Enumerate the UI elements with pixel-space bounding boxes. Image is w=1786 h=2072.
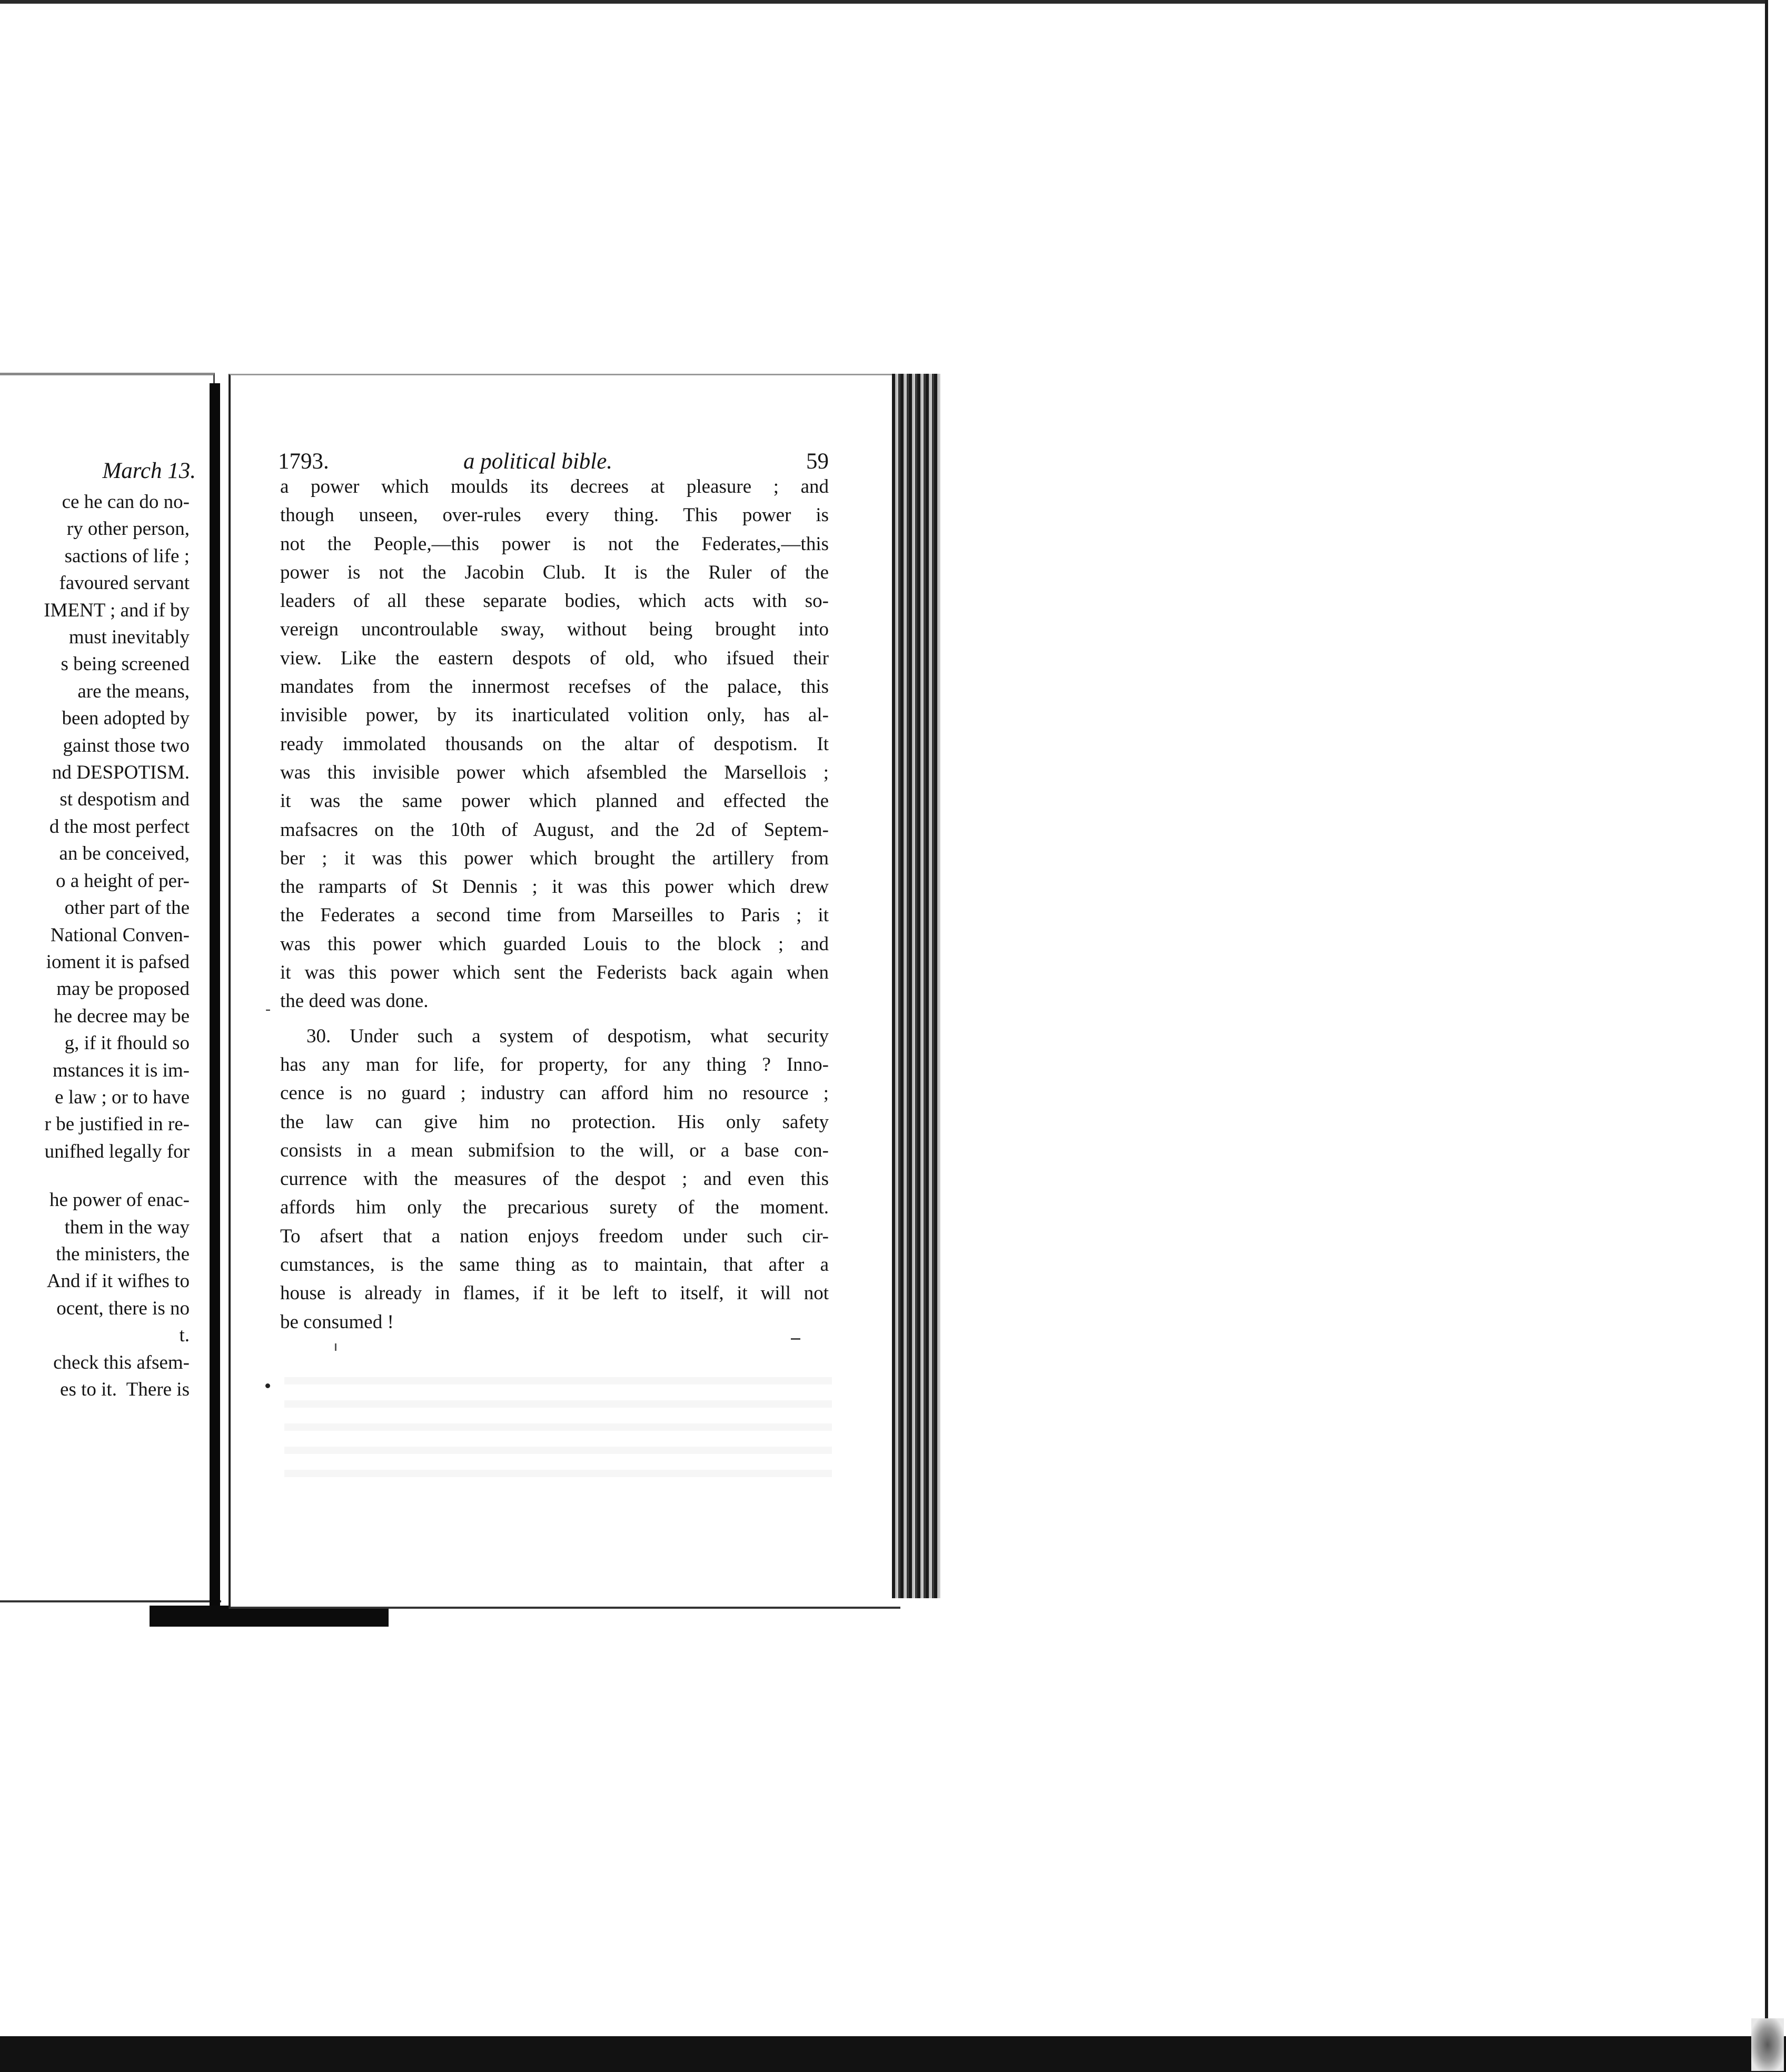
text-line: affords him only the precarious surety of the moment.	[280, 1197, 829, 1219]
left-running-head: March 13.	[102, 459, 196, 483]
left-text-line: st despotism and	[59, 789, 190, 811]
text-line: power is not the Jacobin Club. It is the Ruler of the	[280, 561, 829, 583]
left-text-line: unifhed legally for	[44, 1140, 190, 1162]
left-text-line: check this afsem-	[53, 1351, 190, 1373]
text-line: has any man for life, for property, for any thing ? Inno-	[280, 1053, 829, 1075]
text-line: be consumed !	[280, 1311, 394, 1333]
left-text-line: g, if it fhould so	[64, 1032, 190, 1054]
text-line: ber ; it was this power which brought the artillery from	[280, 847, 829, 869]
left-text-line: ry other person,	[66, 518, 190, 540]
left-text-line: o a height of per-	[55, 870, 190, 892]
left-text-line: And if it wifhes to	[46, 1270, 190, 1292]
left-text-line: s being screened	[61, 653, 190, 675]
left-text-line: favoured servant	[59, 572, 190, 594]
left-text-line: been adopted by	[62, 708, 190, 730]
text-line: the deed was done.	[280, 990, 429, 1012]
text-line: was this invisible power which afsembled the Marsellois ;	[280, 761, 829, 783]
ink-tick	[335, 1343, 336, 1351]
text-line: 30. Under such a system of despotism, what security	[306, 1025, 829, 1047]
left-text-line: ce he can do no-	[62, 491, 190, 513]
ink-dash	[791, 1338, 800, 1340]
left-text-line: them in the way	[64, 1216, 190, 1238]
text-line: To afsert that a nation enjoys freedom under such cir-	[280, 1225, 829, 1247]
text-line: cumstances, is the same thing as to maintain, that after a	[280, 1254, 829, 1276]
running-head	[278, 449, 829, 475]
text-line: it was this power which sent the Federists back again when	[280, 962, 829, 984]
left-text-line: nd DESPOTISM.	[52, 762, 190, 784]
text-line: it was the same power which planned and effected the	[280, 790, 829, 812]
left-page-text	[0, 489, 190, 1403]
show-through-text	[284, 1361, 832, 1477]
text-line: house is already in flames, if it be left to itself, it will not	[280, 1282, 829, 1304]
text-line: vereign uncontroulable sway, without being brought into	[280, 619, 829, 641]
left-text-line: es to it. There is	[60, 1379, 190, 1400]
left-text-line: other part of the	[64, 897, 190, 919]
scan-corner-blot	[1751, 2018, 1784, 2071]
gutter-bottom-bar	[150, 1606, 389, 1627]
text-line: mafsacres on the 10th of August, and the 2d of Septem-	[280, 819, 829, 841]
text-line: though unseen, over-rules every thing. This power is	[280, 504, 829, 526]
scan-bottom-edge	[0, 2036, 1786, 2072]
scan-top-edge	[0, 0, 1769, 4]
text-line: leaders of all these separate bodies, which acts with so-	[280, 590, 829, 612]
running-head-title: a political bible.	[463, 449, 613, 474]
page-number: 59	[806, 449, 829, 474]
running-head-year: 1793.	[278, 449, 329, 474]
left-text-line: must inevitably	[68, 626, 190, 649]
left-text-line: are the means,	[77, 680, 190, 702]
left-text-line: sactions of life ;	[64, 545, 190, 567]
left-text-line: National Conven-	[50, 924, 190, 946]
text-line: invisible power, by its inarticulated volition only, has al-	[280, 704, 829, 726]
text-line: consists in a mean submifsion to the will, or a base con-	[280, 1139, 829, 1161]
left-text-line: mstances it is im-	[53, 1059, 190, 1081]
left-text-line: he power of enac-	[49, 1189, 190, 1211]
text-line: the law can give him no protection. His only safety	[280, 1111, 829, 1133]
left-text-line: e law ; or to have	[55, 1086, 190, 1108]
left-text-line: ioment it is pafsed	[46, 951, 190, 973]
text-line: was this power which guarded Louis to the block ; and	[280, 933, 829, 955]
margin-dash: -	[265, 1000, 271, 1018]
book-page-edges	[892, 374, 940, 1598]
left-text-line: t.	[179, 1324, 190, 1347]
book-gutter	[210, 383, 220, 1623]
left-text-line: may be proposed	[56, 978, 190, 1000]
left-text-line: an be conceived,	[59, 843, 190, 865]
left-text-line: he decree may be	[54, 1005, 190, 1027]
left-text-line: r be justified in re-	[44, 1113, 190, 1135]
text-line: cence is no guard ; industry can afford him no resource ;	[280, 1082, 829, 1104]
text-line: not the People,—this power is not the Federates,—this	[280, 533, 829, 555]
left-text-line: ocent, there is no	[56, 1297, 190, 1319]
text-line: the Federates a second time from Marseilles to Paris ; it	[280, 904, 829, 927]
text-line: a power which moulds its decrees at pleasure ; and	[280, 476, 829, 497]
ink-speck	[265, 1383, 270, 1388]
text-line: ready immolated thousands on the altar of despotism. It	[280, 733, 829, 755]
left-text-line	[0, 1165, 190, 1187]
text-line: currence with the measures of the despot ; and even this	[280, 1168, 829, 1190]
right-page-text	[280, 473, 829, 1337]
left-text-line: d the most perfect	[49, 815, 190, 838]
text-line: the ramparts of St Dennis ; it was this power which drew	[280, 876, 829, 898]
paragraph-gap	[280, 1016, 829, 1022]
text-line: mandates from the innermost recefses of the palace, this	[280, 676, 829, 698]
left-text-line: the ministers, the	[56, 1243, 190, 1265]
text-line: view. Like the eastern despots of old, who ifsued their	[280, 647, 829, 669]
left-text-line: IMENT ; and if by	[44, 599, 190, 621]
left-page-bottom-edge	[0, 1600, 221, 1602]
scan-right-edge	[1765, 0, 1786, 2072]
left-text-line: gainst those two	[63, 734, 190, 756]
